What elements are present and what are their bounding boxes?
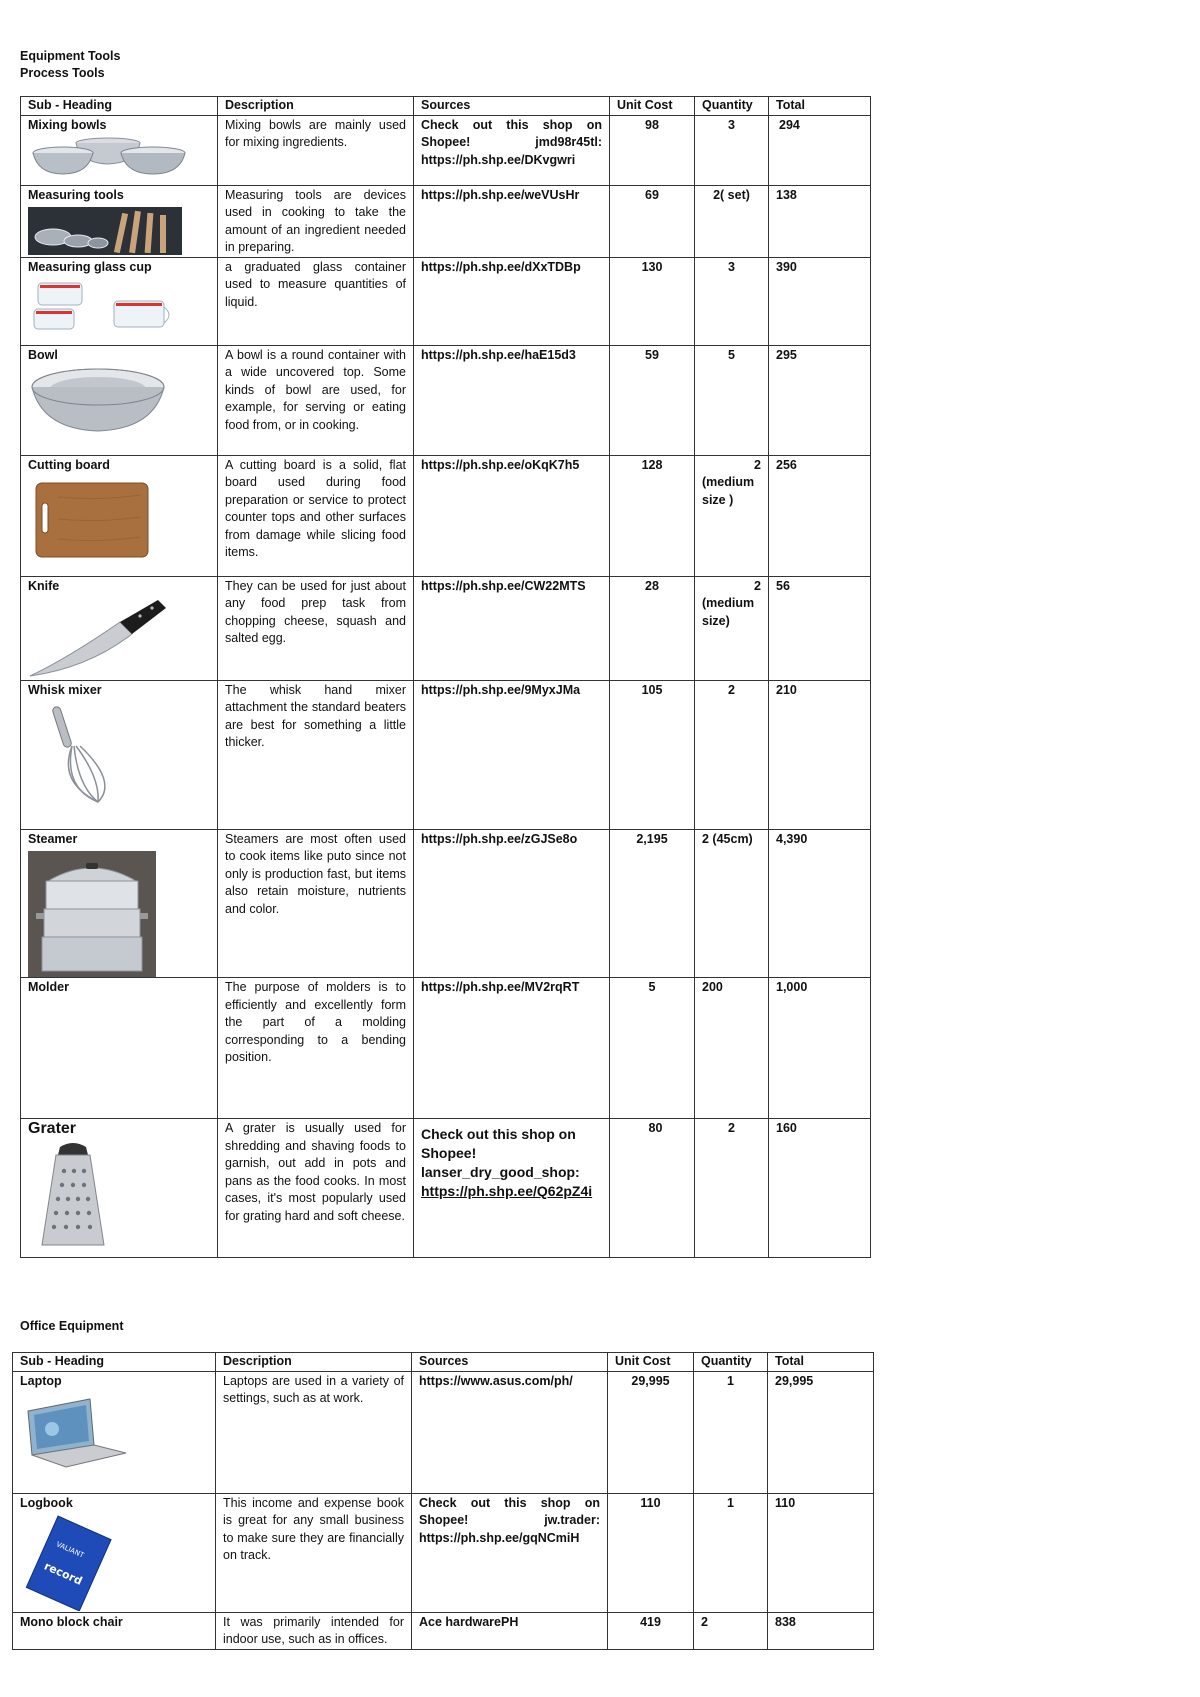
item-name: Mono block chair — [20, 1614, 123, 1629]
item-quantity: 2 — [694, 1612, 768, 1649]
item-unit-cost: 2,195 — [610, 829, 695, 978]
process-tools-table — [20, 96, 871, 1258]
header-total: Total — [768, 1353, 874, 1372]
table-row — [21, 829, 871, 978]
item-unit-cost: 419 — [608, 1612, 694, 1649]
item-description: This income and expense book is great for any small business to make sure they are financially on track. — [216, 1493, 412, 1612]
item-description: The purpose of molders is to efficiently and excellently form the part of a molding corresponding to a bending position. — [218, 978, 414, 1119]
whisk-image — [28, 702, 138, 806]
knife-image — [28, 598, 168, 678]
header-unit-cost: Unit Cost — [610, 97, 695, 116]
item-source — [414, 1119, 610, 1258]
item-unit-cost: 29,995 — [608, 1371, 694, 1493]
item-description: A bowl is a round container with a wide uncovered top. Some kinds of bowl are used, for example, for serving or eating food from, or in cooking. — [218, 345, 414, 455]
item-source: https://ph.shp.ee/zGJSe8o — [414, 829, 610, 978]
item-source: https://ph.shp.ee/9MyxJMa — [414, 680, 610, 829]
item-description: A grater is usually used for shredding and shaving foods to garnish, out add in pots and pans as the food cooks. In most cases, it's most popularly used for grating hard and soft cheese. — [218, 1119, 414, 1258]
item-source: https://ph.shp.ee/MV2rqRT — [414, 978, 610, 1119]
header-sources: Sources — [414, 97, 610, 116]
section-title-office: Office Equipment — [20, 1319, 124, 1333]
header-sub-heading: Sub - Heading — [13, 1353, 216, 1372]
item-quantity: 1 — [694, 1371, 768, 1493]
steamer-image — [28, 851, 156, 977]
office-equipment-table — [12, 1352, 874, 1650]
section-title: Equipment Tools — [20, 49, 121, 63]
item-total: 294 — [769, 115, 871, 185]
item-total: 210 — [769, 680, 871, 829]
item-description: A cutting board is a solid, flat board used during food preparation or service to protect counter tops and other surfaces from damage while slicing food items. — [218, 455, 414, 576]
item-description: Steamers are most often used to cook items like puto since not only is production fast, but items also retain moisture, nutrients and color. — [218, 829, 414, 978]
item-name: Whisk mixer — [28, 682, 102, 697]
item-total: 390 — [769, 257, 871, 345]
item-unit-cost: 28 — [610, 576, 695, 680]
glass-cups-image — [28, 279, 178, 335]
table-row — [21, 115, 871, 185]
item-source: Check out this shop on Shopee! jmd98r45tl: https://ph.shp.ee/DKvgwri — [414, 115, 610, 185]
item-quantity: 5 — [695, 345, 769, 455]
item-source: https://www.asus.com/ph/ — [412, 1371, 608, 1493]
laptop-image — [20, 1393, 130, 1469]
item-quantity: 200 — [695, 978, 769, 1119]
table-header-row — [21, 97, 871, 116]
item-quantity: 2 (medium size) — [695, 576, 769, 680]
item-unit-cost: 5 — [610, 978, 695, 1119]
table-row — [13, 1371, 874, 1493]
table-row — [21, 1119, 871, 1258]
item-quantity: 2 (45cm) — [695, 829, 769, 978]
item-name: Mixing bowls — [28, 117, 107, 132]
item-total: 4,390 — [769, 829, 871, 978]
header-description: Description — [218, 97, 414, 116]
table-row — [21, 257, 871, 345]
item-name: Molder — [28, 980, 69, 994]
item-total: 256 — [769, 455, 871, 576]
table-row — [21, 576, 871, 680]
item-quantity: 3 — [695, 257, 769, 345]
item-quantity: 1 — [694, 1493, 768, 1612]
item-total: 56 — [769, 576, 871, 680]
item-total: 160 — [769, 1119, 871, 1258]
item-description: It was primarily intended for indoor use, such as in offices. — [216, 1612, 412, 1649]
source-line: Check out this shop on Shopee! — [421, 1126, 576, 1161]
item-total: 1,000 — [769, 978, 871, 1119]
logbook-cover-text: record — [42, 1559, 85, 1588]
cutting-board-image — [28, 477, 154, 563]
item-description: The whisk hand mixer attachment the standard beaters are best for something a little thicker. — [218, 680, 414, 829]
item-unit-cost: 110 — [608, 1493, 694, 1612]
header-sub-heading: Sub - Heading — [21, 97, 218, 116]
item-source: https://ph.shp.ee/CW22MTS — [414, 576, 610, 680]
table-row — [21, 978, 871, 1119]
table-row — [13, 1493, 874, 1612]
logbook-image — [20, 1515, 120, 1611]
item-source: https://ph.shp.ee/haE15d3 — [414, 345, 610, 455]
measuring-spoons-image — [28, 207, 182, 255]
item-total: 110 — [768, 1493, 874, 1612]
header-unit-cost: Unit Cost — [608, 1353, 694, 1372]
header-total: Total — [769, 97, 871, 116]
item-unit-cost: 59 — [610, 345, 695, 455]
item-name: Measuring glass cup — [28, 259, 152, 274]
item-unit-cost: 80 — [610, 1119, 695, 1258]
item-source: Check out this shop on Shopee! jw.trader: https://ph.shp.ee/gqNCmiH — [412, 1493, 608, 1612]
item-unit-cost: 69 — [610, 185, 695, 257]
item-name: Cutting board — [28, 457, 110, 472]
item-name: Logbook — [20, 1495, 73, 1510]
logbook-logo: VALIANT — [54, 1540, 86, 1560]
bowl-image — [28, 367, 168, 433]
table-header-row — [13, 1353, 874, 1372]
item-name: Laptop — [20, 1373, 62, 1388]
header-sources: Sources — [412, 1353, 608, 1372]
item-name: Grater — [28, 1120, 77, 1137]
grater-image — [28, 1141, 118, 1249]
header-quantity: Quantity — [695, 97, 769, 116]
item-description: Laptops are used in a variety of settings, such as at work. — [216, 1371, 412, 1493]
item-unit-cost: 98 — [610, 115, 695, 185]
source-line: lanser_dry_good_shop: — [421, 1164, 580, 1180]
table-row — [13, 1612, 874, 1649]
table-row — [21, 345, 871, 455]
item-source: https://ph.shp.ee/oKqK7h5 — [414, 455, 610, 576]
source-link[interactable]: https://ph.shp.ee/Q62pZ4i — [421, 1183, 593, 1199]
header-quantity: Quantity — [694, 1353, 768, 1372]
item-source: https://ph.shp.ee/weVUsHr — [414, 185, 610, 257]
table-row — [21, 185, 871, 257]
mixing-bowls-image — [28, 137, 188, 175]
item-quantity: 2 (medium size ) — [695, 455, 769, 576]
item-total: 138 — [769, 185, 871, 257]
item-name: Bowl — [28, 347, 58, 362]
table-row — [21, 680, 871, 829]
header-description: Description — [216, 1353, 412, 1372]
item-unit-cost: 128 — [610, 455, 695, 576]
item-description: Mixing bowls are mainly used for mixing ingredients. — [218, 115, 414, 185]
item-name: Steamer — [28, 831, 78, 846]
item-total: 29,995 — [768, 1371, 874, 1493]
item-description: They can be used for just about any food prep task from chopping cheese, squash and salted egg. — [218, 576, 414, 680]
item-quantity: 3 — [695, 115, 769, 185]
item-unit-cost: 130 — [610, 257, 695, 345]
item-name: Measuring tools — [28, 187, 124, 202]
item-name: Knife — [28, 578, 60, 593]
item-source: https://ph.shp.ee/dXxTDBp — [414, 257, 610, 345]
item-description: Measuring tools are devices used in cooking to take the amount of an ingredient needed in preparing. — [218, 185, 414, 257]
item-total: 838 — [768, 1612, 874, 1649]
section-subtitle: Process Tools — [20, 66, 105, 80]
item-quantity: 2( set) — [695, 185, 769, 257]
item-source: Ace hardwarePH — [412, 1612, 608, 1649]
item-unit-cost: 105 — [610, 680, 695, 829]
item-total: 295 — [769, 345, 871, 455]
item-quantity: 2 — [695, 1119, 769, 1258]
item-quantity: 2 — [695, 680, 769, 829]
item-description: a graduated glass container used to measure quantities of liquid. — [218, 257, 414, 345]
table-row — [21, 455, 871, 576]
